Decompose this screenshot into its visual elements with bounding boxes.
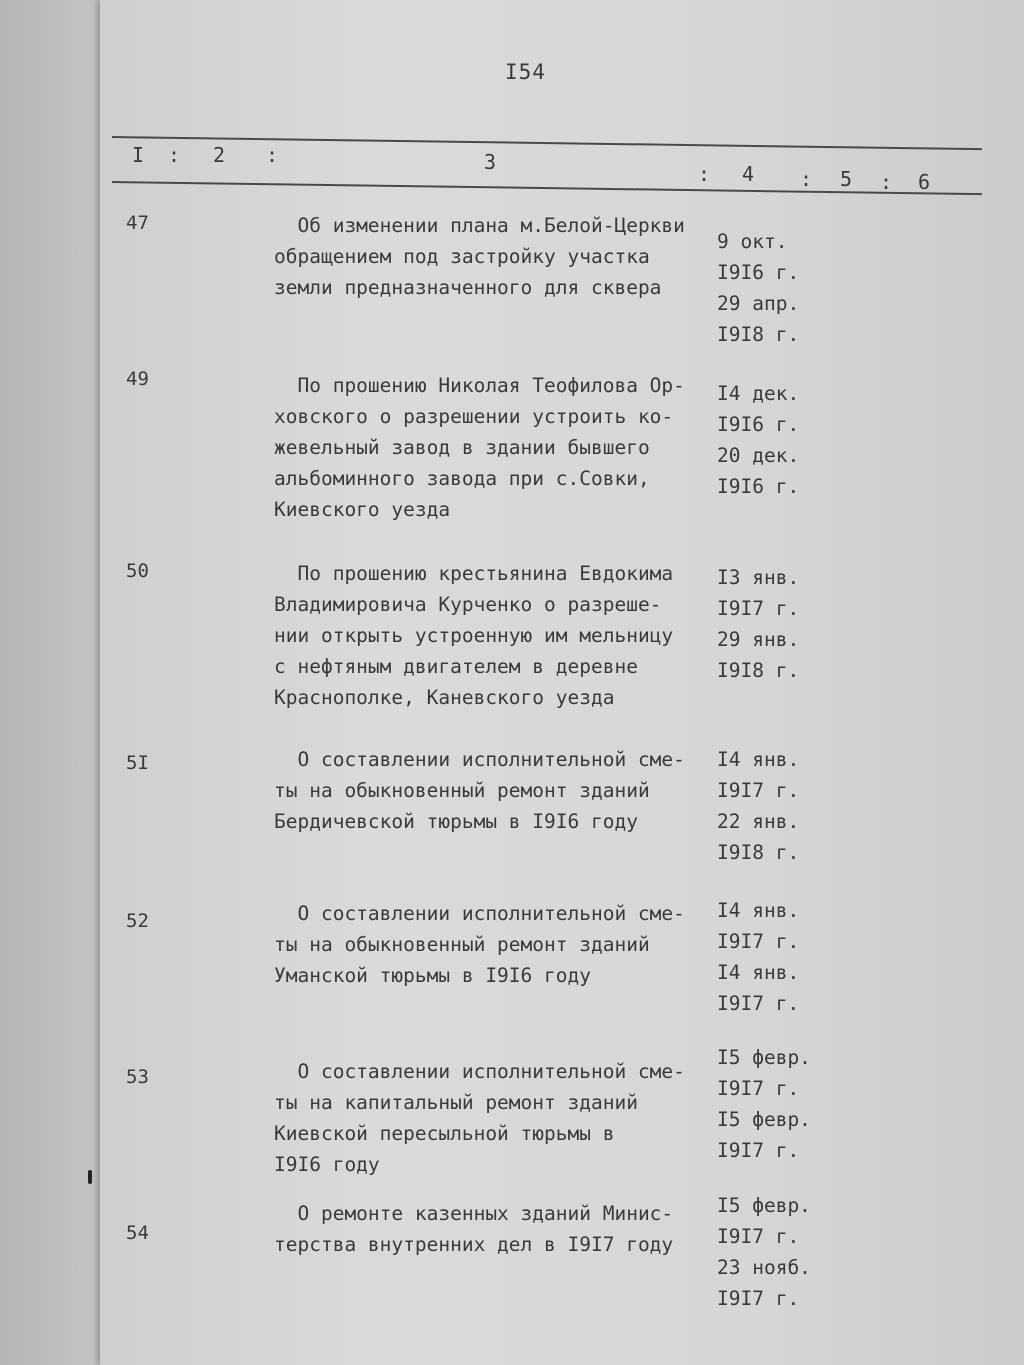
date-line: I9I7 г.: [717, 1287, 800, 1310]
column-separator: :: [698, 162, 711, 186]
date-line: I9I7 г.: [717, 1077, 800, 1100]
record-description: [274, 1056, 714, 1180]
date-line: I9I6 г.: [717, 261, 800, 284]
record-dates: [717, 226, 827, 350]
record-description: [274, 898, 714, 991]
description-line: Краснополке, Каневского уезда: [274, 686, 615, 709]
record-number: 50: [126, 560, 149, 582]
record-description: [274, 370, 714, 525]
column-header-4: 4: [742, 162, 755, 186]
description-line: Киевской пересыльной тюрьмы в: [274, 1122, 615, 1145]
description-line: ты на капитальный ремонт зданий: [274, 1091, 638, 1114]
record-dates: [717, 378, 827, 502]
record-description: [274, 744, 714, 837]
column-header-2: 2: [213, 143, 226, 167]
date-line: I9I7 г.: [717, 1225, 800, 1248]
description-line: жевельный завод в здании бывшего: [274, 436, 650, 459]
description-line: терства внутренних дел в I9I7 году: [274, 1233, 674, 1256]
date-line: I4 янв.: [717, 748, 800, 771]
record-dates: [717, 1190, 827, 1314]
column-header-5: 5: [840, 167, 853, 191]
record-number: 5I: [126, 752, 149, 774]
description-line: По прошению Николая Теофилова Ор-: [274, 374, 685, 397]
record-number: 52: [126, 910, 149, 932]
description-line: Об изменении плана м.Белой-Церкви: [274, 214, 685, 237]
date-line: I9I8 г.: [717, 841, 800, 864]
date-line: I9I8 г.: [717, 659, 800, 682]
date-line: I9I7 г.: [717, 779, 800, 802]
description-line: О составлении исполнительной сме-: [274, 902, 685, 925]
column-separator: :: [800, 167, 813, 191]
margin-mark: [88, 1170, 92, 1184]
description-line: Киевского уезда: [274, 498, 451, 521]
date-line: I5 февр.: [717, 1194, 811, 1217]
date-line: I9I8 г.: [717, 323, 800, 346]
date-line: I9I7 г.: [717, 930, 800, 953]
record-number: 47: [126, 212, 149, 234]
description-line: нии открыть устроенную им мельницу: [274, 624, 674, 647]
description-line: О составлении исполнительной сме-: [274, 1060, 685, 1083]
record-number: 54: [126, 1222, 149, 1244]
record-dates: [717, 895, 827, 1019]
date-line: 22 янв.: [717, 810, 800, 833]
description-line: ты на обыкновенный ремонт зданий: [274, 779, 650, 802]
description-line: I9I6 году: [274, 1153, 380, 1176]
record-number: 53: [126, 1066, 149, 1088]
description-line: ховского о разрешении устроить ко-: [274, 405, 674, 428]
date-line: I9I6 г.: [717, 475, 800, 498]
column-header-3: 3: [484, 150, 497, 174]
page-edge-left: [0, 0, 100, 1365]
date-line: I3 янв.: [717, 566, 800, 589]
record-dates: [717, 744, 827, 868]
column-header-1: I: [132, 143, 145, 167]
date-line: I9I7 г.: [717, 992, 800, 1015]
record-number: 49: [126, 368, 149, 390]
date-line: I4 янв.: [717, 961, 800, 984]
column-separator: :: [266, 143, 279, 167]
description-line: с нефтяным двигателем в деревне: [274, 655, 638, 678]
date-line: 20 дек.: [717, 444, 800, 467]
description-line: О составлении исполнительной сме-: [274, 748, 685, 771]
record-dates: [717, 562, 827, 686]
record-description: [274, 210, 714, 303]
date-line: I5 февр.: [717, 1108, 811, 1131]
date-line: I5 февр.: [717, 1046, 811, 1069]
date-line: I9I7 г.: [717, 1139, 800, 1162]
date-line: I4 дек.: [717, 382, 800, 405]
column-separator: :: [880, 170, 893, 194]
page-number: I54: [505, 60, 546, 84]
date-line: I9I7 г.: [717, 597, 800, 620]
description-line: О ремонте казенных зданий Минис-: [274, 1202, 674, 1225]
date-line: 29 янв.: [717, 628, 800, 651]
date-line: 9 окт.: [717, 230, 788, 253]
column-header-6: 6: [918, 170, 931, 194]
description-line: По прошению крестьянина Евдокима: [274, 562, 674, 585]
record-description: [274, 558, 714, 713]
description-line: обращением под застройку участка: [274, 245, 650, 268]
description-line: альбоминного завода при с.Совки,: [274, 467, 650, 490]
column-separator: :: [168, 143, 181, 167]
date-line: I4 янв.: [717, 899, 800, 922]
description-line: Бердичевской тюрьмы в I9I6 году: [274, 810, 638, 833]
record-description: [274, 1198, 714, 1260]
description-line: Владимировича Курченко о разреше-: [274, 593, 662, 616]
description-line: земли предназначенного для сквера: [274, 276, 662, 299]
record-dates: [717, 1042, 827, 1166]
date-line: 23 нояб.: [717, 1256, 811, 1279]
description-line: Уманской тюрьмы в I9I6 году: [274, 964, 591, 987]
date-line: 29 апр.: [717, 292, 800, 315]
description-line: ты на обыкновенный ремонт зданий: [274, 933, 650, 956]
date-line: I9I6 г.: [717, 413, 800, 436]
